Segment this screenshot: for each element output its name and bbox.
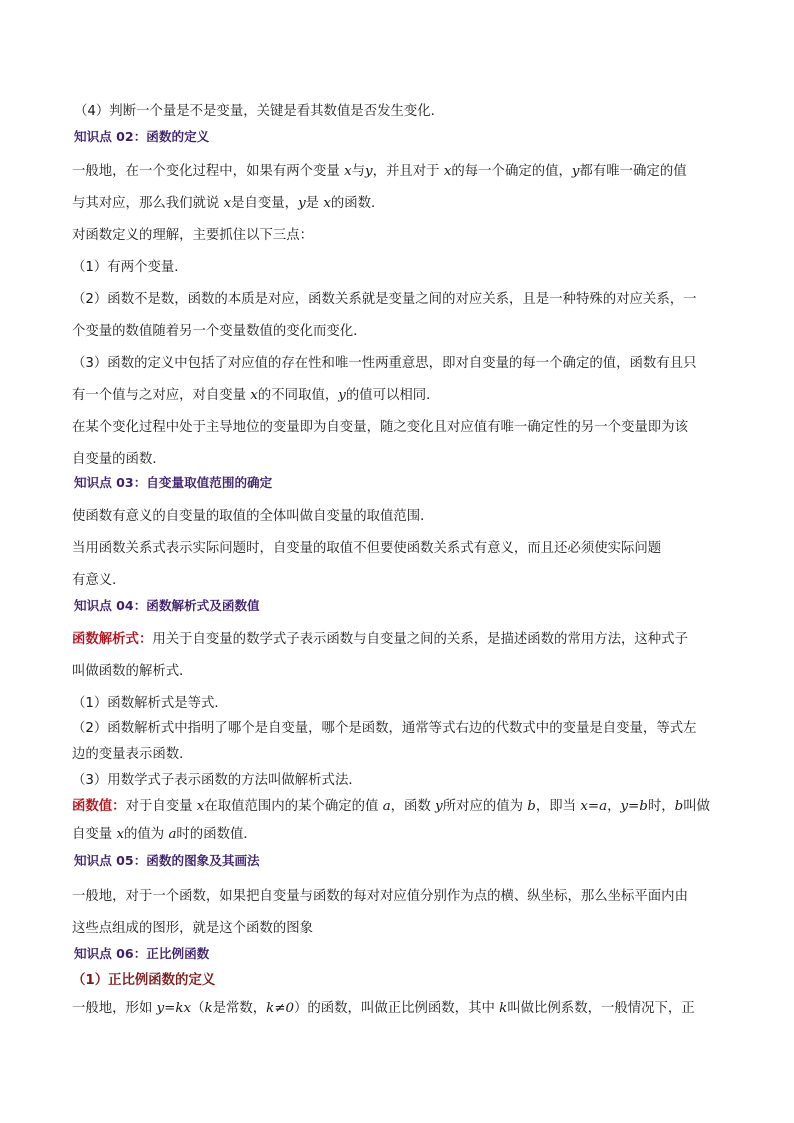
k2-note-line2: 自变量的函数． — [72, 452, 166, 467]
k2-definition-line2 — [72, 195, 384, 213]
text-fragment: 对于自变量 — [125, 799, 197, 814]
text-fragment: 的函数． — [330, 196, 385, 211]
text-fragment: 的每一个确定的值， — [451, 164, 572, 179]
section-heading-04: 知识点 04：函数解析式及函数值 — [74, 598, 260, 613]
text-fragment: 时的函数值． — [176, 827, 257, 842]
text-fragment: （ — [191, 1001, 205, 1016]
text-fragment: 与其对应，那么我们就说 — [72, 196, 224, 211]
k5-line1: 一般地，对于一个函数，如果把自变量与函数的每对对应值分别作为点的横、纵坐标，那么坐标平面内由 — [72, 889, 688, 904]
k2-definition-line1 — [72, 163, 687, 181]
var-k: k — [204, 1001, 213, 1016]
text-fragment: 时， — [647, 799, 675, 814]
var-x: x — [250, 388, 258, 403]
text-fragment: 的值可以相同． — [345, 388, 440, 403]
section-heading-03: 知识点 03：自变量取值范围的确定 — [74, 475, 273, 490]
var-y: y — [571, 164, 580, 179]
k2-point2-line2: 个变量的数值随着另一个变量数值的变化而变化． — [72, 324, 367, 339]
var-a: a — [382, 799, 391, 814]
k4-analytic-def-line2: 叫做函数的解析式． — [72, 664, 193, 679]
k4-value-def-line2 — [72, 826, 257, 844]
section-heading-06: 知识点 06：正比例函数 — [74, 946, 210, 961]
k3-line2: 当用函数关系式表示实际问题时，自变量的取值不但要使函数关系式有意义，而且还必须使实际问题 — [72, 541, 662, 556]
var-y: y — [298, 196, 306, 211]
text-fragment: 有一个值与之对应，对自变量 — [72, 388, 251, 403]
k2-point1: （1）有两个变量． — [72, 260, 188, 275]
var-y: y — [435, 799, 443, 814]
k4-item2-line1: （2）函数解析式中指明了哪个是自变量，哪个是函数，通常等式右边的代数式中的变量是自变量，等式左 — [72, 721, 697, 736]
k4-analytic-def-line1 — [72, 631, 688, 649]
expr-k-ne-0: k≠0 — [266, 1001, 294, 1016]
term-function-value: 函数值： — [72, 799, 126, 814]
text-fragment: 的值为 — [124, 827, 169, 842]
text-fragment: 与 — [351, 164, 366, 179]
k3-line1: 使函数有意义的自变量的取值的全体叫做自变量的取值范围． — [72, 509, 434, 524]
text-fragment: ，并且对于 — [372, 164, 444, 179]
var-a: a — [168, 827, 177, 842]
k5-line2: 这些点组成的图形，就是这个函数的图象 — [72, 921, 314, 936]
text-fragment: ）的函数，叫做正比例函数，其中 — [294, 1001, 500, 1016]
text-fragment: 一般地，形如 — [72, 1001, 157, 1016]
text-fragment: 叫做 — [683, 799, 710, 814]
k1-item4: （4）判断一个量是不是变量，关键是看其数值是否发生变化． — [74, 104, 445, 119]
expr-y-eq-b: y=b — [620, 799, 648, 814]
var-b: b — [527, 799, 536, 814]
text-fragment: 都有唯一确定的值 — [579, 164, 687, 179]
expr-x-eq-a: x=a — [580, 799, 608, 814]
var-k: k — [499, 1001, 508, 1016]
var-y: y — [365, 164, 373, 179]
k2-note-line1: 在某个变化过程中处于主导地位的变量即为自变量，随之变化且对应值有唯一确定性的另一个变量即为该 — [72, 420, 688, 435]
text-fragment: 是 — [305, 196, 324, 211]
var-x: x — [443, 164, 452, 179]
k2-point3-line2 — [72, 387, 440, 405]
var-x: x — [196, 799, 205, 814]
expr-y-eq-kx: y=kx — [156, 1001, 192, 1016]
k3-line3: 有意义． — [72, 573, 126, 588]
k4-item1: （1）函数解析式是等式． — [72, 696, 228, 711]
text-fragment: 用关于自变量的数学式子表示函数与自变量之间的关系，是描述函数的常用方法，这种式子 — [152, 632, 688, 647]
text-fragment: ，即当 — [535, 799, 581, 814]
text-fragment: 是自变量， — [231, 196, 299, 211]
var-x: x — [344, 164, 352, 179]
text-fragment: 是常数， — [212, 1001, 267, 1016]
var-x: x — [116, 827, 124, 842]
k2-intro: 对函数定义的理解，主要抓住以下三点： — [72, 228, 314, 243]
section-heading-05: 知识点 05：函数的图象及其画法 — [74, 853, 260, 868]
k4-value-def-line1 — [72, 798, 710, 816]
k2-point2-line1: （2）函数不是数，函数的本质是对应，函数关系就是变量之间的对应关系，且是一种特殊的对应关系，一 — [72, 292, 697, 307]
text-fragment: ，函数 — [390, 799, 436, 814]
text-fragment: 一般地，在一个变化过程中，如果有两个变量 — [72, 164, 345, 179]
var-x: x — [323, 196, 331, 211]
text-fragment: 叫做比例系数，一般情况下，正 — [507, 1001, 695, 1016]
var-x: x — [223, 196, 232, 211]
k4-item3: （3）用数学式子表示函数的方法叫做解析式法． — [72, 773, 362, 788]
text-fragment: 所对应的值为 — [442, 799, 528, 814]
section-heading-02: 知识点 02：函数的定义 — [74, 129, 210, 144]
term-analytic-expression: 函数解析式： — [72, 632, 153, 647]
k2-point3-line1: （3）函数的定义中包括了对应值的存在性和唯一性两重意思，即对自变量的每一个确定的值，函数有且只 — [72, 356, 697, 371]
text-fragment: 在取值范围内的某个确定的值 — [204, 799, 383, 814]
text-fragment: 自变量 — [72, 827, 117, 842]
separator-comma: ， — [607, 799, 621, 814]
k4-item2-line2: 边的变量表示函数． — [72, 747, 193, 762]
k6-line1 — [72, 1000, 695, 1018]
text-fragment: 的不同取值， — [257, 388, 339, 403]
k6-subheading-1: （1）正比例函数的定义 — [72, 973, 216, 988]
var-b: b — [674, 799, 684, 814]
var-y: y — [338, 388, 346, 403]
